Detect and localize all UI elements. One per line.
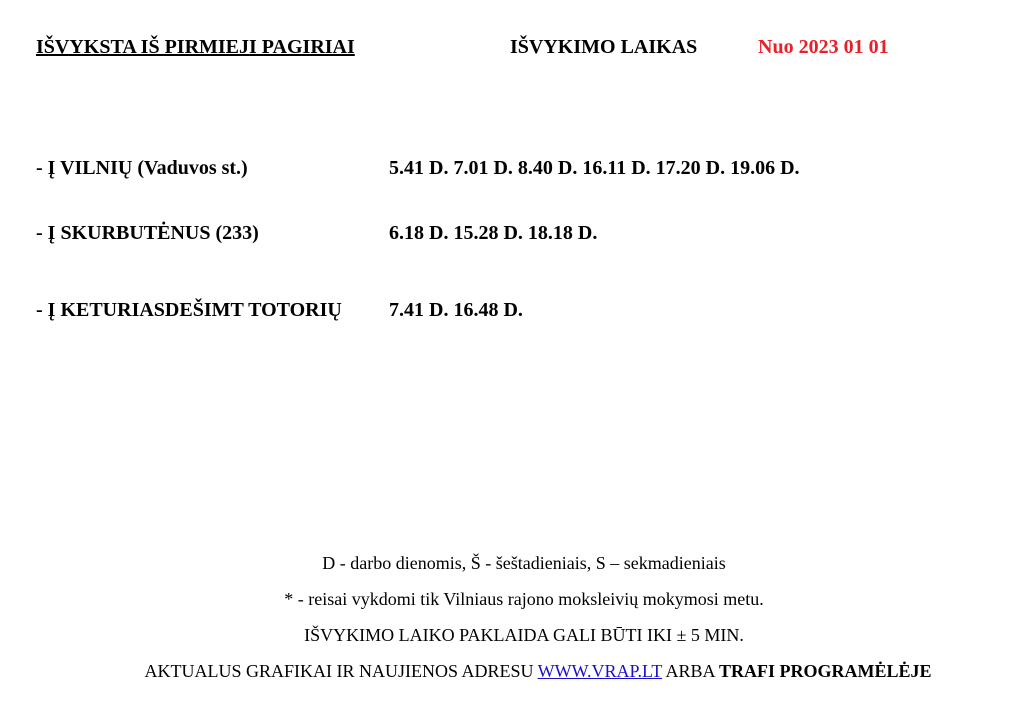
info-prefix-text: AKTUALUS GRAFIKAI IR NAUJIENOS ADRESU: [144, 661, 538, 681]
route-destination: - Į VILNIŲ (Vaduvos st.): [36, 157, 248, 179]
vrap-website-link[interactable]: WWW.VRAP.LT: [537, 661, 662, 681]
route-destination: - Į KETURIASDEŠIMT TOTORIŲ: [36, 299, 342, 321]
day-legend-note: D - darbo dienomis, Š - šeštadieniais, S – sekmadieniais: [322, 553, 726, 573]
valid-from-date: Nuo 2023 01 01: [758, 36, 889, 58]
route-times: 7.41 D. 16.48 D.: [389, 299, 523, 321]
tolerance-note: IŠVYKIMO LAIKO PAKLAIDA GALI BŪTI IKI ± 5 MIN.: [304, 625, 744, 645]
trafi-app-text: TRAFI PROGRAMĖLĖJE: [719, 661, 932, 681]
stop-title: IŠVYKSTA IŠ PIRMIEJI PAGIRIAI: [36, 36, 355, 58]
route-destination: - Į SKURBUTĖNUS (233): [36, 222, 259, 244]
departure-time-label: IŠVYKIMO LAIKAS: [510, 36, 698, 58]
route-times: 5.41 D. 7.01 D. 8.40 D. 16.11 D. 17.20 D. 19.06 D.: [389, 157, 800, 179]
info-note: [36, 659, 1012, 695]
route-times: 6.18 D. 15.28 D. 18.18 D.: [389, 222, 598, 244]
timetable-notes: [36, 551, 1012, 695]
timetable-header: [36, 36, 996, 62]
route-row-keturiasdesimt-totoriu: [36, 299, 996, 325]
route-row-vilnius: [36, 157, 996, 183]
info-middle-text: ARBA: [662, 661, 720, 681]
asterisk-note: * - reisai vykdomi tik Vilniaus rajono moksleivių mokymosi metu.: [284, 589, 764, 609]
route-row-skurbutenai: [36, 222, 996, 248]
